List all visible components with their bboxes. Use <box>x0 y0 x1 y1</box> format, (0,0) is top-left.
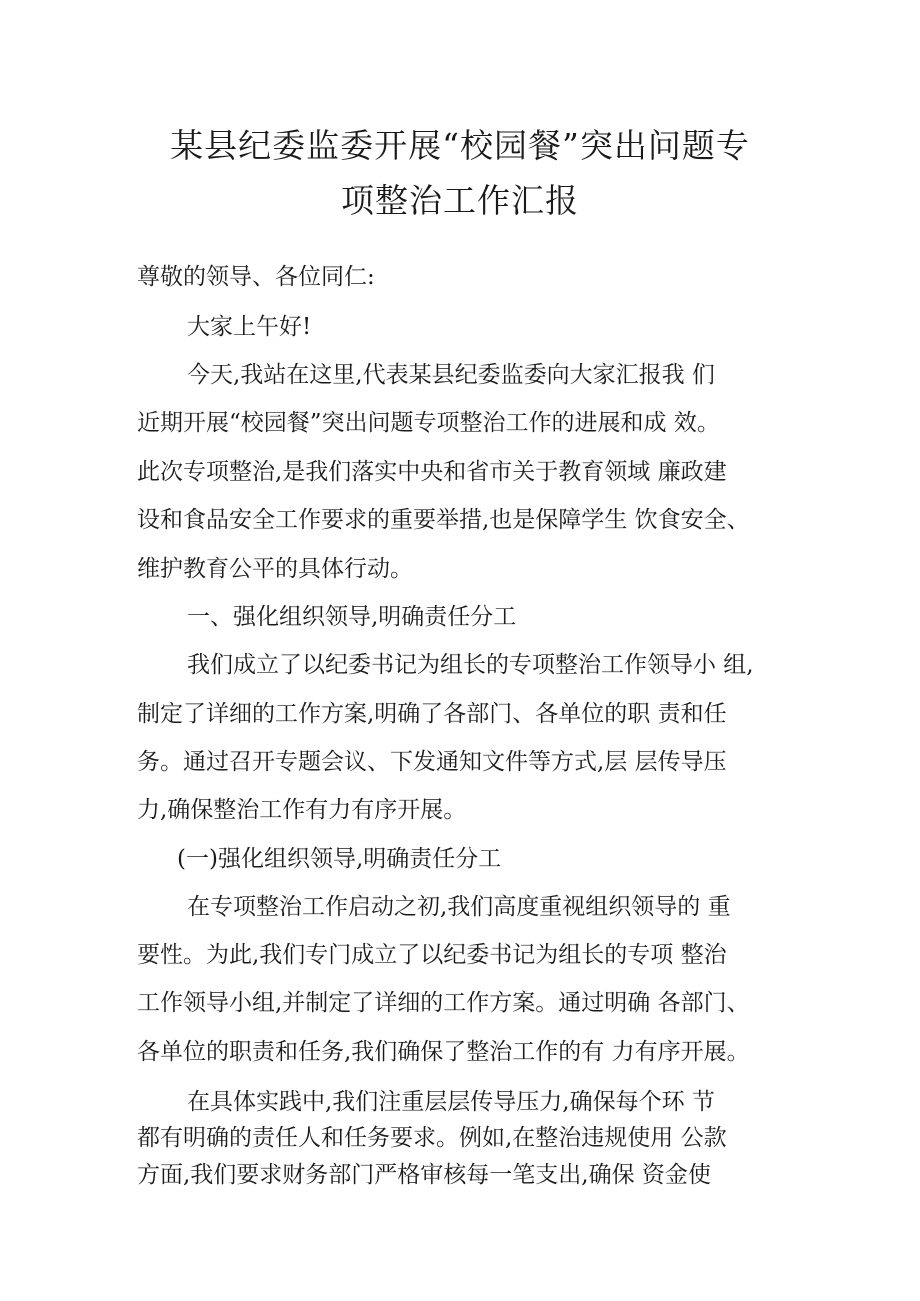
subsection-1-para-1-line-1: 在专项整治工作启动之初,我们高度重视组织领导的 重 <box>187 894 731 920</box>
intro-line-1: 今天,我站在这里,代表某县纪委监委向大家汇报我 们 <box>187 362 715 388</box>
intro-line-5: 维护教育公平的具体行动。 <box>137 556 413 582</box>
subsection-1-para-1-line-4: 各单位的职责和任务,我们确保了整治工作的有 力有序开展。 <box>137 1039 750 1065</box>
intro-line-4: 设和食品安全工作要求的重要举措,也是保障学生 饮食安全、 <box>137 507 750 533</box>
intro-line-2: 近期开展“校园餐”突出问题专项整治工作的进展和成 效。 <box>137 410 720 436</box>
intro-line-3: 此次专项整治,是我们落实中央和省市关于教育领域 廉政建 <box>137 459 727 485</box>
section-1-line-3: 务。通过召开专题会议、下发通知文件等方式,层 层传导压 <box>137 749 727 775</box>
subsection-1-heading: (一)强化组织领导,明确责任分工 <box>177 846 502 872</box>
document-title-line-1: 某县纪委监委开展“校园餐”突出问题专 <box>170 126 750 165</box>
subsection-1-para-2-line-2: 都有明确的责任人和任务要求。例如,在整治违规使用 公款 <box>137 1125 727 1151</box>
subsection-1-para-2-line-1: 在具体实践中,我们注重层层传导压力,确保每个环 节 <box>187 1089 715 1115</box>
morning-greeting: 大家上午好! <box>187 314 312 340</box>
subsection-1-para-1-line-2: 要性。为此,我们专门成立了以纪委书记为组长的专项 整治 <box>137 942 727 968</box>
subsection-1-para-1-line-3: 工作领导小组,并制定了详细的工作方案。通过明确 各部门、 <box>137 990 750 1016</box>
greeting: 尊敬的领导、各位同仁: <box>137 264 375 290</box>
document-title-line-2: 项整治工作汇报 <box>341 181 579 220</box>
section-1-line-1: 我们成立了以纪委书记为组长的专项整治工作领导小 组, <box>187 652 754 678</box>
subsection-1-para-2-line-3: 方面,我们要求财务部门严格审核每一笔支出,确保 资金使 <box>137 1162 711 1188</box>
section-1-line-4: 力,确保整治工作有力有序开展。 <box>137 797 467 823</box>
section-1-heading: 一、强化组织领导,明确责任分工 <box>187 604 517 630</box>
section-1-line-2: 制定了详细的工作方案,明确了各部门、各单位的职 责和任 <box>137 701 727 727</box>
